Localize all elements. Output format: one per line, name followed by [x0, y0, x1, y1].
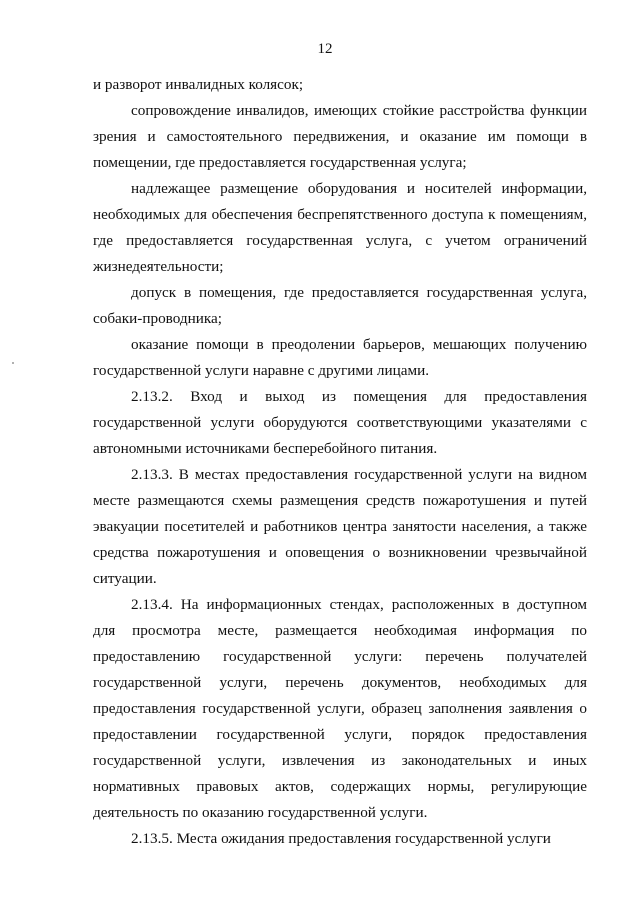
document-body — [93, 72, 587, 852]
page-number: 12 — [317, 41, 333, 57]
paragraph-2-13-4: 2.13.4. На информационных стендах, расположенных в доступном для просмотра месте, размещается необходимая информация по предоставлению государственной услуги: перечень получателей государственной услуги, перечень документов, необходимых для предоставления государственной услуги, образец заполнения заявления о предоставлении государственной услуги, порядок предоставления государственной услуги, извлечения из законодательных и иных нормативных правовых актов, содержащих нормы, регулирующие деятельность по оказанию государственной услуги. — [93, 596, 587, 821]
paragraph-escort: сопровождение инвалидов, имеющих стойкие расстройства функции зрения и самостоятельного передвижения, и оказание им помощи в помещении, где предоставляется государственная услуга; — [93, 102, 587, 171]
paragraph-2-13-2: 2.13.2. Вход и выход из помещения для предоставления государственной услуги оборудуются соответствующими указателями с автономными источниками бесперебойного питания. — [93, 388, 587, 457]
paragraph-guide-dog: допуск в помещения, где предоставляется государственная услуга, собаки-проводника; — [93, 284, 587, 327]
paragraph-2-13-5: 2.13.5. Места ожидания предоставления государственной услуги — [131, 830, 551, 847]
paragraph-2-13-3: 2.13.3. В местах предоставления государственной услуги на видном месте размещаются схемы размещения средств пожаротушения и путей эвакуации посетителей и работников центра занятости населения, а также средства пожаротушения и оповещения о возникновении чрезвычайной ситуации. — [93, 466, 587, 587]
paragraph-barriers: оказание помощи в преодолении барьеров, мешающих получению государственной услуги наравне с другими лицами. — [93, 336, 587, 379]
paragraph-continuation: и разворот инвалидных колясок; — [93, 76, 304, 93]
margin-mark — [12, 362, 14, 364]
paragraph-equipment: надлежащее размещение оборудования и носителей информации, необходимых для обеспечения беспрепятственного доступа к помещениям, где предоставляется государственная услуга, с учетом ограничений жизнедеятельности; — [93, 180, 587, 275]
